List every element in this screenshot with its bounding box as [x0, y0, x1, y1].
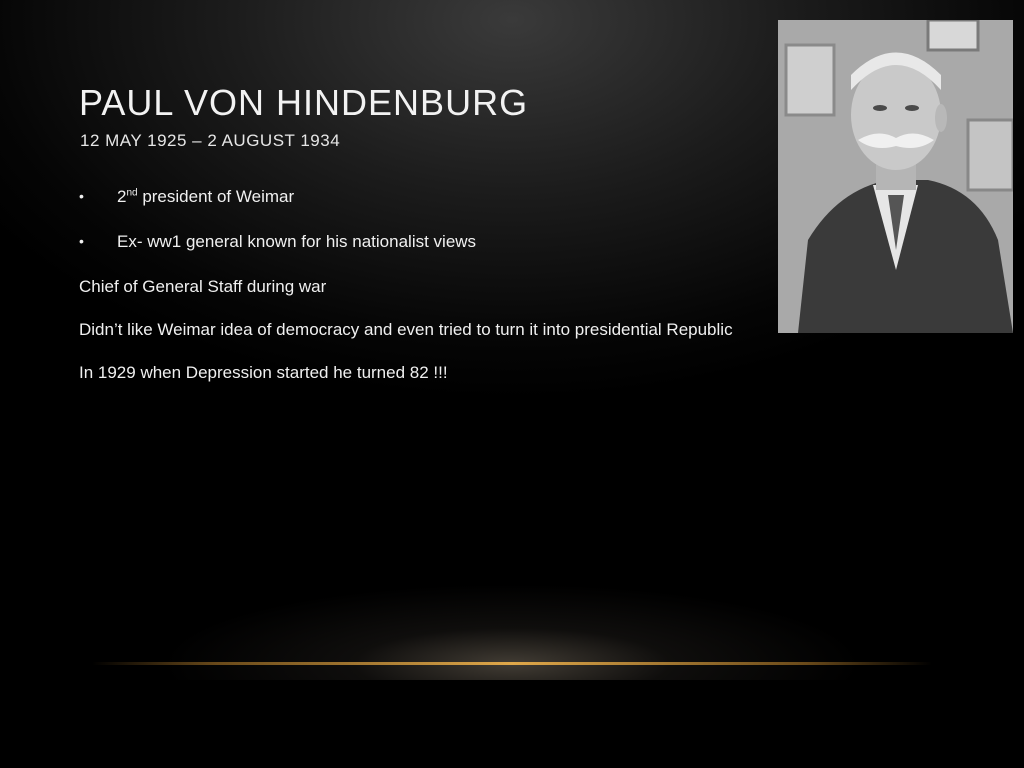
bullet-text: Ex- ww1 general known for his nationalist views: [117, 232, 477, 251]
ordinal-superscript: nd: [126, 187, 138, 199]
paragraph: Chief of General Staff during war: [79, 277, 327, 296]
portrait-photo: [778, 20, 1013, 333]
slide-title: PAUL VON HINDENBURG: [79, 82, 529, 123]
paragraph: Didn’t like Weimar idea of democracy and even tried to turn it into presidential Republic: [79, 320, 733, 339]
paragraph: In 1929 when Depression started he turned 82 !!!: [79, 363, 448, 382]
bullet-item: [79, 186, 799, 207]
bullet-icon: •: [79, 188, 84, 204]
portrait-illustration: [778, 20, 1013, 333]
bullet-text-suffix: president of Weimar: [137, 187, 295, 206]
accent-line: [92, 662, 932, 665]
slide-body: [79, 186, 799, 405]
slide-subtitle: 12 MAY 1925 – 2 AUGUST 1934: [80, 131, 341, 150]
bullet-item: [79, 231, 799, 252]
bullet-text-prefix: 2: [117, 187, 127, 206]
bullet-icon: •: [79, 233, 84, 249]
